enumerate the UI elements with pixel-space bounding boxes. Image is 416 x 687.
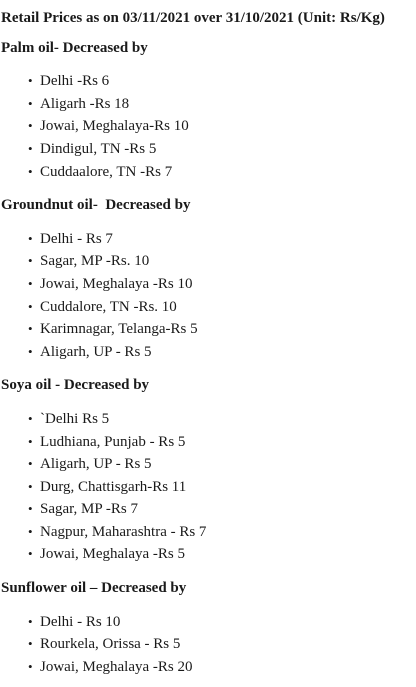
list-item-text: Delhi -Rs 6 [40,73,110,90]
bullet-icon: • [28,456,33,472]
list-item-text: Ludhiana, Punjab - Rs 5 [40,433,186,450]
list-item [28,341,416,364]
list-item [28,543,416,566]
bullet-icon: • [28,613,33,629]
bullet-icon: • [28,163,33,179]
bullet-icon: • [28,636,33,652]
list-item-text: Aligarh, UP - Rs 5 [40,456,152,473]
bullet-icon: • [28,321,33,337]
bullet-icon: • [28,523,33,539]
list-item [28,93,416,116]
list-item-text: `Delhi Rs 5 [40,410,110,427]
list-item-text: Sagar, MP -Rs 7 [40,501,139,518]
bullet-icon: • [28,253,33,269]
list-item [28,431,416,454]
page-title: Retail Prices as on 03/11/2021 over 31/10/2021 (Unit: Rs/Kg) [1,10,385,26]
list-item [28,250,416,273]
price-list [1,611,416,679]
section-heading: Palm oil- Decreased by [1,39,148,56]
list-item-text: Jowai, Meghalaya-Rs 10 [40,118,189,135]
list-item [28,453,416,476]
bullet-icon: • [28,73,33,89]
list-item-text: Jowai, Meghalaya -Rs 20 [40,658,193,675]
list-item [28,115,416,138]
list-item [28,633,416,656]
list-item [28,138,416,161]
list-item-text: Nagpur, Maharashtra - Rs 7 [40,523,207,540]
list-item [28,296,416,319]
list-item [28,656,416,679]
list-item [28,70,416,93]
bullet-icon: • [28,410,33,426]
list-item-text: Jowai, Meghalaya -Rs 10 [40,275,193,292]
list-item-text: Rourkela, Orissa - Rs 5 [40,636,181,653]
bullet-icon: • [28,95,33,111]
list-item-text: Durg, Chattisgarh-Rs 11 [40,478,187,495]
list-item [28,521,416,544]
bullet-icon: • [28,275,33,291]
list-item-text: Delhi - Rs 10 [40,613,121,630]
list-item-text: Sagar, MP -Rs. 10 [40,253,150,270]
list-item [28,476,416,499]
list-item-text: Jowai, Meghalaya -Rs 5 [40,546,185,563]
bullet-icon: • [28,501,33,517]
bullet-icon: • [28,658,33,674]
list-item-text: Cuddaalore, TN -Rs 7 [40,163,173,180]
bullet-icon: • [28,343,33,359]
list-item-text: Aligarh -Rs 18 [40,95,130,112]
list-item-text: Karimnagar, Telanga-Rs 5 [40,321,198,338]
price-list [1,408,416,566]
bullet-icon: • [28,118,33,134]
bullet-icon: • [28,546,33,562]
section-heading: Groundnut oil- Decreased by [1,197,191,214]
bullet-icon: • [28,140,33,156]
list-item [28,228,416,251]
list-item-text: Cuddalore, TN -Rs. 10 [40,298,177,315]
bullet-icon: • [28,298,33,314]
sections-container [1,37,416,679]
list-item [28,498,416,521]
list-item-text: Dindigul, TN -Rs 5 [40,140,157,157]
section-heading: Soya oil - Decreased by [1,377,150,394]
bullet-icon: • [28,478,33,494]
list-item-text: Aligarh, UP - Rs 5 [40,343,152,360]
bullet-icon: • [28,230,33,246]
list-item [28,273,416,296]
price-list [1,70,416,183]
price-list [1,228,416,364]
list-item [28,408,416,431]
list-item [28,161,416,184]
bullet-icon: • [28,433,33,449]
list-item [28,318,416,341]
list-item-text: Delhi - Rs 7 [40,230,113,247]
section-heading: Sunflower oil – Decreased by [1,580,187,597]
list-item [28,611,416,634]
